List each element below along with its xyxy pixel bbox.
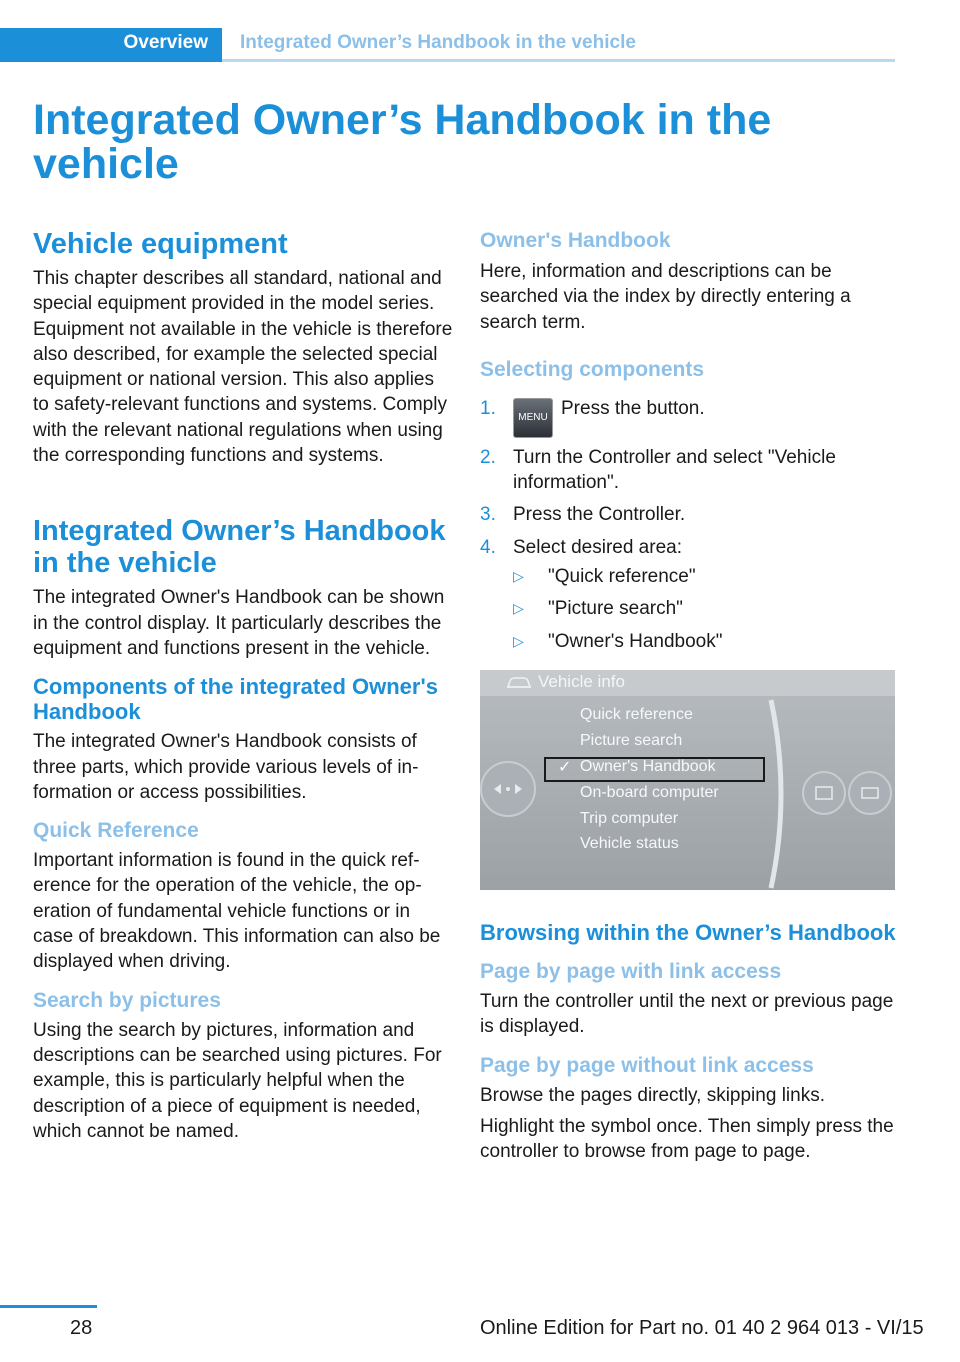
step-number: 3. (480, 504, 496, 526)
header-rule (222, 59, 895, 62)
heading-search-by-pictures: Search by pictures (33, 988, 221, 1012)
step-text: Press the button. (561, 397, 705, 419)
footer-rule (0, 1305, 97, 1308)
bullet-text: "Quick reference" (548, 566, 696, 588)
paragraph-components: The integrated Owner's Handbook consists of three parts, which provide various levels of information or access possibilities. (33, 731, 419, 803)
heading-without-link-access: Page by page without link access (480, 1053, 814, 1077)
heading-selecting-components: Selecting components (480, 357, 705, 381)
screen-title: Vehicle info (538, 671, 625, 691)
paragraph-with-link-access: Turn the controller until the next or previous page is displayed. (480, 990, 894, 1038)
bullet-text: "Picture search" (548, 598, 683, 620)
screen-menu-item-selected: Owner's Handbook (580, 757, 716, 775)
step-number: 4. (480, 536, 496, 558)
menu-button-icon: MENU (513, 398, 553, 438)
bullet-item (513, 596, 896, 621)
heading-integrated-handbook: Integrated Owner’s Handbook in the vehicle (33, 515, 446, 580)
right-column (480, 228, 896, 1164)
heading-components: Components of the integrated Owner's Handbook (33, 674, 438, 725)
paragraph-without-link-access-1: Browse the pages directly, skipping links. (480, 1084, 825, 1106)
triangle-bullet-icon: ▷ (513, 600, 524, 617)
step-number: 2. (480, 446, 496, 468)
step-item (480, 535, 896, 654)
step-text: Select desired area: (513, 536, 682, 558)
control-display-screenshot (480, 670, 895, 890)
step-number: 1. (480, 397, 496, 419)
heading-with-link-access: Page by page with link access (480, 959, 782, 983)
heading-quick-reference: Quick Reference (33, 819, 199, 843)
screen-menu-item: On-board computer (580, 783, 719, 801)
car-icon (506, 675, 532, 691)
step-item (480, 445, 896, 496)
page-title: Integrated Owner’s Handbook in the vehicle (33, 96, 772, 188)
step-item (480, 396, 896, 438)
scroll-arc-icon (765, 698, 795, 890)
controller-left-arrows-icon (480, 758, 542, 820)
triangle-bullet-icon: ▷ (513, 568, 524, 585)
section-tab: Overview (0, 28, 222, 62)
paragraph-vehicle-equipment: This chapter describes all standard, national and special equipment provided in the model series. Equipment not available in the vehicle is therefore also described, for example the selected special equipment or national version. This also applies to safety-relevant functions and systems. Comply with the relevant national regulations when using the corresponding functions and systems. (33, 268, 453, 467)
left-column (33, 228, 453, 1144)
paragraph-quick-reference: Important information is found in the quick reference for the operation of the vehicle, the operation of fundamental vehicle functions or in case of breakdown. This information can also be displayed when driving. (33, 850, 441, 973)
bullet-item (513, 564, 896, 589)
paragraph-search-by-pictures: Using the search by pictures, information and descriptions can be searched using pictures. For example, this is particularly helpful when the description of a piece of equipment is needed, which cannot be named. (33, 1019, 442, 1142)
side-controls-icon (802, 762, 895, 824)
paragraph-without-link-access-2: Highlight the symbol once. Then simply press the controller to browse from page to page. (480, 1115, 894, 1163)
step-item (480, 502, 896, 527)
heading-vehicle-equipment: Vehicle equipment (33, 228, 288, 260)
paragraph-integrated-handbook: The integrated Owner's Handbook can be shown in the control display. It particularly describes the equipment and functions present in the vehicle. (33, 587, 445, 659)
triangle-bullet-icon: ▷ (513, 632, 524, 649)
screen-menu-item: Trip computer (580, 809, 679, 827)
heading-owners-handbook: Owner's Handbook (480, 229, 671, 252)
area-options-list (513, 564, 896, 654)
steps-list (480, 396, 896, 654)
bullet-text: "Owner's Handbook" (548, 630, 723, 652)
checkmark-icon: ✓ (558, 758, 572, 776)
step-text: Turn the Controller and select "Vehicle information". (513, 446, 836, 494)
screen-menu-item: Vehicle status (580, 834, 679, 852)
page-header (0, 28, 895, 62)
paragraph-owners-handbook: Here, information and descriptions can be searched via the index by directly entering a search term. (480, 261, 851, 333)
step-text: Press the Controller. (513, 504, 686, 526)
heading-browsing: Browsing within the Owner’s Handbook (480, 919, 896, 945)
screen-menu-item: Picture search (580, 731, 683, 749)
page-number: 28 (70, 1317, 93, 1339)
edition-note: Online Edition for Part no. 01 40 2 964 013 - VI/15 (480, 1317, 924, 1339)
bullet-item (513, 629, 896, 654)
breadcrumb: Integrated Owner’s Handbook in the vehicle (240, 32, 636, 53)
screen-menu-item: Quick reference (580, 705, 693, 723)
